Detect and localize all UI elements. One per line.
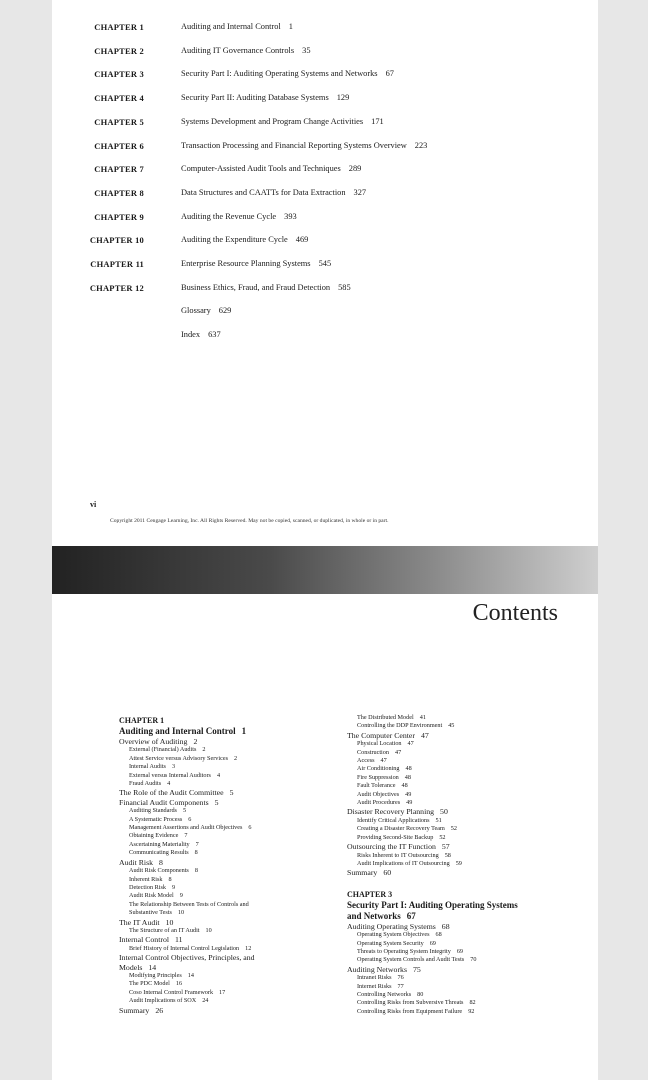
entry-text: Controlling the DDP Environment <box>357 722 443 730</box>
entry-text: The Computer Center <box>347 730 415 740</box>
chapter-number <box>347 890 577 900</box>
entry-text: Auditing Operating Systems <box>347 921 436 931</box>
entry-page-number: 50 <box>440 807 448 817</box>
subsection-entry <box>119 772 349 780</box>
chapter-label: CHAPTER 3 <box>94 69 144 80</box>
subsection-entry <box>347 940 577 948</box>
subsection-entry <box>347 714 577 722</box>
chapter-heading <box>119 726 349 737</box>
subsection-entry <box>119 876 349 884</box>
entry-page-number: 7 <box>195 840 199 848</box>
chapter-title: Data Structures and CAATTs for Data Extraction <box>181 187 346 197</box>
chapter-label: CHAPTER 2 <box>94 45 144 56</box>
chapter-title-line <box>181 46 311 55</box>
subsection-entry <box>119 816 349 824</box>
chapter-page-number: 637 <box>208 330 221 340</box>
entry-text: Operating System Controls and Audit Tests <box>357 956 465 964</box>
entry-text: Physical Location <box>357 740 402 748</box>
subsection-entry <box>347 757 577 765</box>
entry-text: Threats to Operating System Integrity <box>357 947 451 955</box>
subsection-entry <box>347 799 577 807</box>
chapter-page-number: 289 <box>348 164 362 174</box>
entry-page-number: 8 <box>194 849 198 857</box>
entry-page-number: 47 <box>407 740 414 748</box>
chapter-title: Systems Development and Program Change Activities <box>181 116 364 126</box>
entry-page-number: 4 <box>167 780 171 788</box>
entry-text: Models <box>119 962 143 972</box>
chapter-title-line <box>181 188 366 197</box>
chapter-title: Security Part I: Auditing Operating Systems and Networks <box>181 69 378 79</box>
section-entry <box>347 922 577 931</box>
section-entry <box>347 731 577 740</box>
entry-text: Brief History of Internal Control Legislation <box>129 944 240 952</box>
chapter-title-line <box>181 22 293 31</box>
entry-text: The Structure of an IT Audit <box>129 926 200 934</box>
entry-page-number: 48 <box>405 765 412 773</box>
entry-page-number: 2 <box>233 754 238 762</box>
entry-text: Modifying Principles <box>129 971 182 979</box>
entry-page-number: 59 <box>455 859 462 867</box>
chapter-page-number: 545 <box>318 259 332 268</box>
entry-text: The Distributed Model <box>357 714 414 721</box>
entry-text: Audit Procedures <box>357 799 401 807</box>
subsection-entry <box>347 860 577 868</box>
entry-page-number: 52 <box>439 833 446 841</box>
chapter-title-line <box>181 164 361 173</box>
entry-page-number: 8 <box>159 857 163 867</box>
entry-text: Attest Service versus Advisory Services <box>129 754 228 762</box>
entry-text: Fraud Audits <box>129 780 162 788</box>
subsection-entry <box>119 901 349 909</box>
subsection-entry <box>347 722 577 730</box>
entry-page-number: 5 <box>229 788 234 798</box>
subsection-entry <box>347 817 577 825</box>
chapter-title-line <box>181 93 349 102</box>
subsection-entry <box>119 972 349 980</box>
entry-page-number: 41 <box>419 714 426 721</box>
entry-page-number: 10 <box>177 909 185 917</box>
entry-text: A Systematic Process <box>129 815 183 823</box>
entry-page-number: 47 <box>380 757 387 765</box>
section-entry <box>119 1006 349 1015</box>
entry-page-number: 17 <box>219 988 226 996</box>
entry-page-number: 4 <box>216 771 221 779</box>
entry-page-number: 49 <box>405 790 412 798</box>
chapter-title: Transaction Processing and Financial Reporting Systems Overview <box>181 140 407 150</box>
subsection-entry <box>347 931 577 939</box>
entry-page-number: 9 <box>171 883 176 891</box>
subsection-entry <box>347 991 577 999</box>
subsection-entry <box>347 825 577 833</box>
entry-page-number: 57 <box>441 842 450 852</box>
toc-chapter-row <box>52 117 598 133</box>
entry-page-number: 67 <box>406 910 416 921</box>
entry-page-number: 68 <box>441 921 450 931</box>
toc-chapter-row <box>52 22 598 38</box>
chapter-title: Auditing the Revenue Cycle <box>181 211 277 221</box>
entry-page-number: 77 <box>397 982 404 990</box>
entry-text: Outsourcing the IT Function <box>347 842 436 852</box>
subsection-entry <box>119 832 349 840</box>
subsection-entry <box>347 740 577 748</box>
entry-text: Detection Risk <box>129 883 166 891</box>
chapter-title-line <box>181 306 231 315</box>
chapter-title-line <box>181 259 331 268</box>
entry-page-number: 68 <box>435 931 442 939</box>
subsection-entry <box>347 791 577 799</box>
section-spacer <box>347 878 577 890</box>
entry-text: Internal Audits <box>129 763 166 771</box>
chapter-label: CHAPTER 10 <box>89 235 144 246</box>
entry-page-number: 12 <box>245 944 252 952</box>
entry-page-number: 9 <box>179 892 183 900</box>
entry-text: Substantive Tests <box>129 909 172 917</box>
chapter-title-line <box>181 212 297 221</box>
subsection-entry <box>119 980 349 988</box>
entry-text: Management Assertions and Audit Objectives <box>129 824 243 832</box>
entry-page-number: 69 <box>456 947 464 955</box>
entry-text: Internet Risks <box>357 982 392 990</box>
entry-text: Operating System Objectives <box>357 931 430 939</box>
toc-chapter-row <box>52 235 598 251</box>
chapter-page-number: 327 <box>353 187 367 197</box>
entry-text: Auditing Networks <box>347 964 407 974</box>
chapter-page-number: 393 <box>284 211 297 221</box>
subsection-entry <box>119 927 349 935</box>
chapter-page-number: 223 <box>414 140 428 150</box>
chapter-page-number: 67 <box>385 69 394 79</box>
entry-page-number: 14 <box>187 971 194 979</box>
chapter-title-line <box>181 330 221 339</box>
entry-page-number: 47 <box>394 748 402 756</box>
contents-right-column <box>347 714 577 1016</box>
entry-text: Intranet Risks <box>357 974 392 982</box>
entry-text: Creating a Disaster Recovery Team <box>357 825 445 833</box>
subsection-entry <box>119 849 349 857</box>
chapter-heading <box>347 911 577 922</box>
subsection-entry <box>119 892 349 900</box>
section-entry <box>119 788 349 797</box>
subsection-entry <box>119 755 349 763</box>
entry-page-number: 6 <box>188 815 192 823</box>
entry-page-number: 11 <box>175 935 183 945</box>
chapter-heading <box>347 900 577 911</box>
chapter-label: CHAPTER 6 <box>94 140 144 151</box>
chapter-label: CHAPTER 4 <box>94 93 144 104</box>
entry-text: Fault Tolerance <box>357 782 396 790</box>
entry-text: Financial Audit Components <box>119 797 209 807</box>
chapter-title: Enterprise Resource Planning Systems <box>181 259 311 268</box>
entry-page-number: 2 <box>202 746 206 754</box>
subsection-entry <box>119 780 349 788</box>
chapter-title-line <box>181 235 308 244</box>
entry-text: Inherent Risk <box>129 875 163 883</box>
contents-left-column <box>119 716 349 1015</box>
entry-page-number: 10 <box>205 926 212 934</box>
entry-page-number: 52 <box>450 825 457 833</box>
header-banner <box>52 546 598 594</box>
chapter-label: CHAPTER 9 <box>94 211 144 222</box>
entry-text: Access <box>357 757 375 765</box>
entry-page-number: 48 <box>401 782 408 790</box>
entry-text: Audit Risk Model <box>129 892 174 900</box>
entry-text: Audit Implications of IT Outsourcing <box>357 859 450 867</box>
entry-page-number: 5 <box>214 797 219 807</box>
entry-text: Identify Critical Applications <box>357 816 430 824</box>
chapter-label: CHAPTER 12 <box>89 282 144 293</box>
subsection-entry <box>347 749 577 757</box>
entry-page-number: 70 <box>470 956 477 964</box>
toc-chapter-row <box>52 212 598 228</box>
copyright-notice: Copyright 2011 Cengage Learning, Inc. All Rights Reserved. May not be copied, scanned, or duplicated, in whole or in part. <box>110 518 389 524</box>
entry-text: Controlling Networks <box>357 990 412 998</box>
entry-text: and Networks <box>347 910 401 921</box>
entry-page-number: 24 <box>202 997 209 1005</box>
subsection-entry <box>347 983 577 991</box>
subsection-entry <box>119 824 349 832</box>
subsection-entry <box>119 746 349 754</box>
entry-page-number: 5 <box>182 807 187 815</box>
entry-page-number: 3 <box>171 763 176 771</box>
chapter-label: CHAPTER 5 <box>94 116 144 127</box>
toc-chapter-row <box>52 283 598 299</box>
entry-page-number: 16 <box>175 980 183 988</box>
subsection-entry <box>347 834 577 842</box>
entry-text: Audit Implications of SOX <box>129 997 197 1005</box>
entry-text: Internal Control <box>119 935 170 945</box>
entry-page-number: 1 <box>241 726 247 736</box>
subsection-entry <box>119 763 349 771</box>
section-entry <box>119 953 349 962</box>
subsection-entry <box>347 1008 577 1016</box>
entry-text: External (Financial) Audits <box>129 746 197 754</box>
section-entry <box>347 842 577 851</box>
entry-page-number: 14 <box>148 962 157 972</box>
section-entry <box>119 935 349 944</box>
entry-text: The PDC Model <box>129 980 170 988</box>
subsection-entry <box>347 999 577 1007</box>
entry-page-number: 51 <box>435 816 442 824</box>
entry-text: Providing Second-Site Backup <box>357 833 434 841</box>
entry-page-number: 10 <box>165 917 174 927</box>
entry-text: Overview of Auditing <box>119 737 188 746</box>
chapter-page-number: 129 <box>336 93 350 103</box>
subsection-entry <box>119 997 349 1005</box>
section-entry <box>347 807 577 816</box>
entry-text: Disaster Recovery Planning <box>347 807 435 817</box>
subsection-entry <box>347 774 577 782</box>
chapter-label: CHAPTER 1 <box>94 22 144 32</box>
contents-page <box>52 538 598 1080</box>
toc-chapter-row <box>52 141 598 157</box>
toc-chapter-row <box>52 164 598 180</box>
subsection-entry <box>347 956 577 964</box>
chapter-page-number: 585 <box>338 282 351 292</box>
toc-chapter-row <box>52 69 598 85</box>
section-entry <box>119 858 349 867</box>
entry-page-number: 69 <box>429 939 436 947</box>
entry-page-number: 49 <box>406 799 413 807</box>
entry-text: Air Conditioning <box>357 765 400 773</box>
toc-page-top <box>52 0 598 538</box>
entry-text: Communicating Results <box>129 849 189 857</box>
subsection-entry <box>119 989 349 997</box>
entry-text: Summary <box>347 868 378 878</box>
chapter-title: Auditing and Internal Control <box>181 22 281 31</box>
section-entry <box>119 963 349 972</box>
entry-text: CHAPTER 1 <box>119 716 165 725</box>
subsection-entry <box>347 852 577 860</box>
entry-page-number: 7 <box>184 832 188 840</box>
entry-text: CHAPTER 3 <box>347 889 393 899</box>
chapter-title: Index <box>181 330 201 340</box>
section-entry <box>119 798 349 807</box>
chapter-page-number: 469 <box>295 235 309 245</box>
entry-text: Auditing Standards <box>129 807 177 815</box>
entry-text: Audit Risk Components <box>129 867 189 875</box>
section-entry <box>119 918 349 927</box>
entry-page-number: 6 <box>248 824 252 832</box>
chapter-label: CHAPTER 11 <box>90 259 144 269</box>
section-entry <box>119 737 349 746</box>
chapter-label: CHAPTER 8 <box>94 187 144 198</box>
entry-page-number: 60 <box>383 868 392 878</box>
entry-page-number: 75 <box>413 964 421 974</box>
chapter-number <box>119 716 349 726</box>
chapter-title: Computer-Assisted Audit Tools and Techniques <box>181 164 341 174</box>
subsection-entry <box>347 948 577 956</box>
subsection-entry <box>119 945 349 953</box>
entry-text: Internal Control Objectives, Principles, and <box>119 953 255 963</box>
chapter-title: Security Part II: Auditing Database Systems <box>181 93 329 103</box>
entry-text: Controlling Risks from Equipment Failure <box>357 1007 463 1015</box>
toc-chapter-row <box>52 93 598 109</box>
toc-chapter-row <box>52 259 598 275</box>
entry-page-number: 80 <box>417 990 424 998</box>
subsection-entry <box>119 909 349 917</box>
contents-heading: Contents <box>472 600 558 626</box>
entry-text: Audit Objectives <box>357 790 400 798</box>
toc-chapter-row <box>52 46 598 62</box>
subsection-entry <box>347 974 577 982</box>
chapter-title: Auditing IT Governance Controls <box>181 45 295 55</box>
entry-page-number: 48 <box>404 773 411 781</box>
entry-text: Summary <box>119 1005 150 1015</box>
entry-text: Audit Risk <box>119 857 154 867</box>
entry-page-number: 45 <box>448 722 455 730</box>
subsection-entry <box>347 782 577 790</box>
toc-chapter-row <box>52 188 598 204</box>
entry-text: External versus Internal Auditors <box>129 771 211 779</box>
entry-text: Risks Inherent to IT Outsourcing <box>357 851 439 859</box>
entry-text: The Role of the Audit Committee <box>119 788 224 798</box>
entry-page-number: 92 <box>468 1007 475 1015</box>
entry-page-number: 47 <box>421 730 429 740</box>
chapter-page-number: 35 <box>302 45 311 55</box>
chapter-title-line <box>181 117 384 126</box>
section-entry <box>347 965 577 974</box>
chapter-title: Auditing the Expenditure Cycle <box>181 235 288 245</box>
chapter-title-line <box>181 69 394 78</box>
entry-text: Security Part I: Auditing Operating Systems <box>347 899 518 910</box>
entry-page-number: 2 <box>193 737 198 746</box>
chapter-title-line <box>181 141 427 150</box>
chapter-title: Business Ethics, Fraud, and Fraud Detection <box>181 282 331 292</box>
toc-backmatter-row <box>52 330 598 346</box>
chapter-label: CHAPTER 7 <box>94 164 144 175</box>
subsection-entry <box>347 765 577 773</box>
chapter-page-number: 171 <box>371 116 384 126</box>
entry-page-number: 76 <box>397 974 404 982</box>
entry-text: Obtaining Evidence <box>129 832 179 840</box>
entry-text: Ascertaining Materiality <box>129 840 190 848</box>
toc-backmatter-row <box>52 306 598 322</box>
entry-page-number: 8 <box>194 867 198 875</box>
entry-text: Auditing and Internal Control <box>119 726 236 736</box>
subsection-entry <box>119 807 349 815</box>
page-number: vi <box>90 500 97 509</box>
chapter-title-line <box>181 283 351 292</box>
entry-page-number: 8 <box>168 875 172 883</box>
entry-text: The Relationship Between Tests of Controls and <box>129 900 249 908</box>
entry-text: Fire Suppression <box>357 773 399 781</box>
entry-text: Operating System Security <box>357 939 424 947</box>
subsection-entry <box>119 884 349 892</box>
entry-text: Construction <box>357 748 389 756</box>
chapter-page-number: 1 <box>288 22 293 31</box>
chapter-page-number: 629 <box>218 306 232 316</box>
entry-page-number: 58 <box>444 851 451 859</box>
chapter-title: Glossary <box>181 306 211 316</box>
entry-text: Coso Internal Control Framework <box>129 988 214 996</box>
entry-page-number: 26 <box>155 1005 164 1015</box>
subsection-entry <box>119 841 349 849</box>
entry-text: Controlling Risks from Subversive Threats <box>357 999 464 1007</box>
entry-page-number: 82 <box>469 999 476 1007</box>
entry-text: The IT Audit <box>119 917 160 927</box>
section-entry <box>347 868 577 877</box>
subsection-entry <box>119 867 349 875</box>
